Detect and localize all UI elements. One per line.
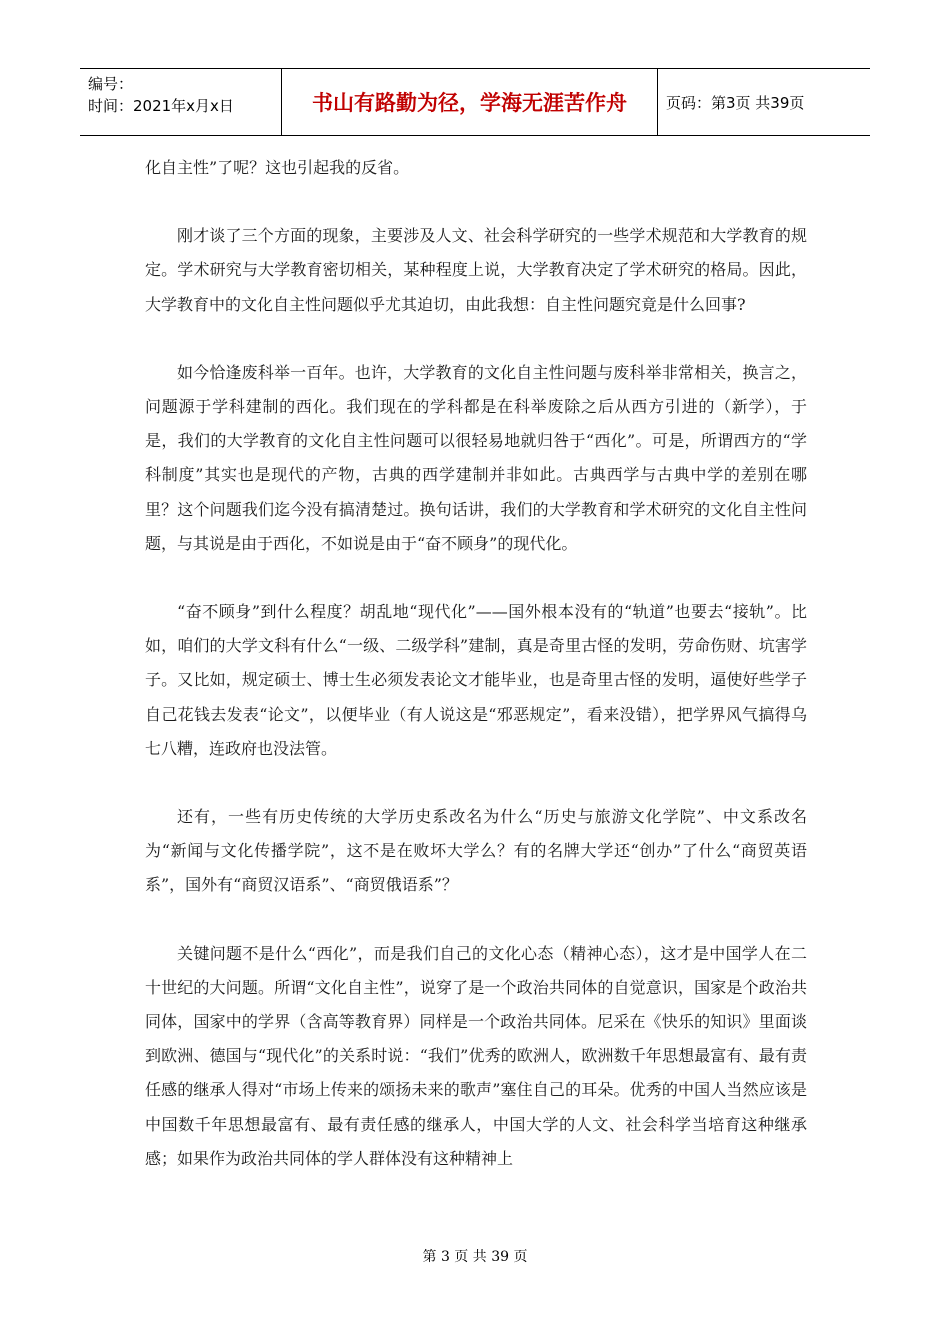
document-number-label: 编号： bbox=[88, 75, 134, 93]
document-body bbox=[145, 151, 807, 1210]
page-footer: 第 3 页 共 39 页 bbox=[422, 1249, 528, 1265]
paragraph: 如今恰逢废科举一百年。也许，大学教育的文化自主性问题与废科举非常相关，换言之，问题源于学科建制的西化。我们现在的学科都是在科举废除之后从西方引进的（新学），于是，我们的大学教育的文化自主性问题可以很轻易地就归咎于“西化”。可是，所谓西方的“学科制度”其实也是现代的产物，古典的西学建制并非如此。古典西学与古典中学的差别在哪里？这个问题我们迄今没有搞清楚过。换句话讲，我们的大学教育和学术研究的文化自主性问题，与其说是由于西化，不如说是由于“奋不顾身”的现代化。 bbox=[145, 362, 807, 553]
paragraph: 刚才谈了三个方面的现象，主要涉及人文、社会科学研究的一些学术规范和大学教育的规定。学术研究与大学教育密切相关，某种程度上说，大学教育决定了学术研究的格局。因此，大学教育中的文化自主性问题似乎尤其迫切，由此我想：自主性问题究竟是什么回事? bbox=[145, 226, 807, 314]
header-motto: 书山有路勤为径，学海无涯苦作舟 bbox=[282, 69, 658, 135]
page-header bbox=[80, 68, 870, 136]
paragraph: 化自主性”了呢？这也引起我的反省。 bbox=[145, 158, 410, 177]
paragraph: 还有，一些有历史传统的大学历史系改名为什么“历史与旅游文化学院”、中文系改名为“新闻与文化传播学院”，这不是在败坏大学么？有的名牌大学还“创办”了什么“商贸英语系”，国外有“商贸汉语系”、“商贸俄语系”？ bbox=[145, 807, 807, 895]
paragraph: “奋不顾身”到什么程度？胡乱地“现代化”——国外根本没有的“轨道”也要去“接轨”。比如，咱们的大学文科有什么“一级、二级学科”建制，真是奇里古怪的发明，劳命伤财、坑害学子。又比如，规定硕士、博士生必须发表论文才能毕业，也是奇里古怪的发明，逼使好些学子自己花钱去发表“论文”，以便毕业（有人说这是“邪恶规定”，看来没错），把学界风气搞得乌七八糟，连政府也没法管。 bbox=[145, 602, 807, 758]
document-date: 时间：2021年x月x日 bbox=[88, 97, 234, 115]
header-meta bbox=[80, 69, 282, 135]
header-page-info: 页码：第3页 共39页 bbox=[666, 93, 805, 112]
paragraph: 关键问题不是什么“西化”，而是我们自己的文化心态（精神心态），这才是中国学人在二十世纪的大问题。所谓“文化自主性”，说穿了是一个政治共同体的自觉意识，国家是个政治共同体，国家中的学界（含高等教育界）同样是一个政治共同体。尼采在《快乐的知识》里面谈到欧洲、德国与“现代化”的关系时说：“我们”优秀的欧洲人，欧洲数千年思想最富有、最有责任感的继承人得对“市场上传来的颂扬未来的歌声”塞住自己的耳朵。优秀的中国人当然应该是中国数千年思想最富有、最有责任感的继承人，中国大学的人文、社会科学当培育这种继承感；如果作为政治共同体的学人群体没有这种精神上 bbox=[145, 943, 807, 1168]
